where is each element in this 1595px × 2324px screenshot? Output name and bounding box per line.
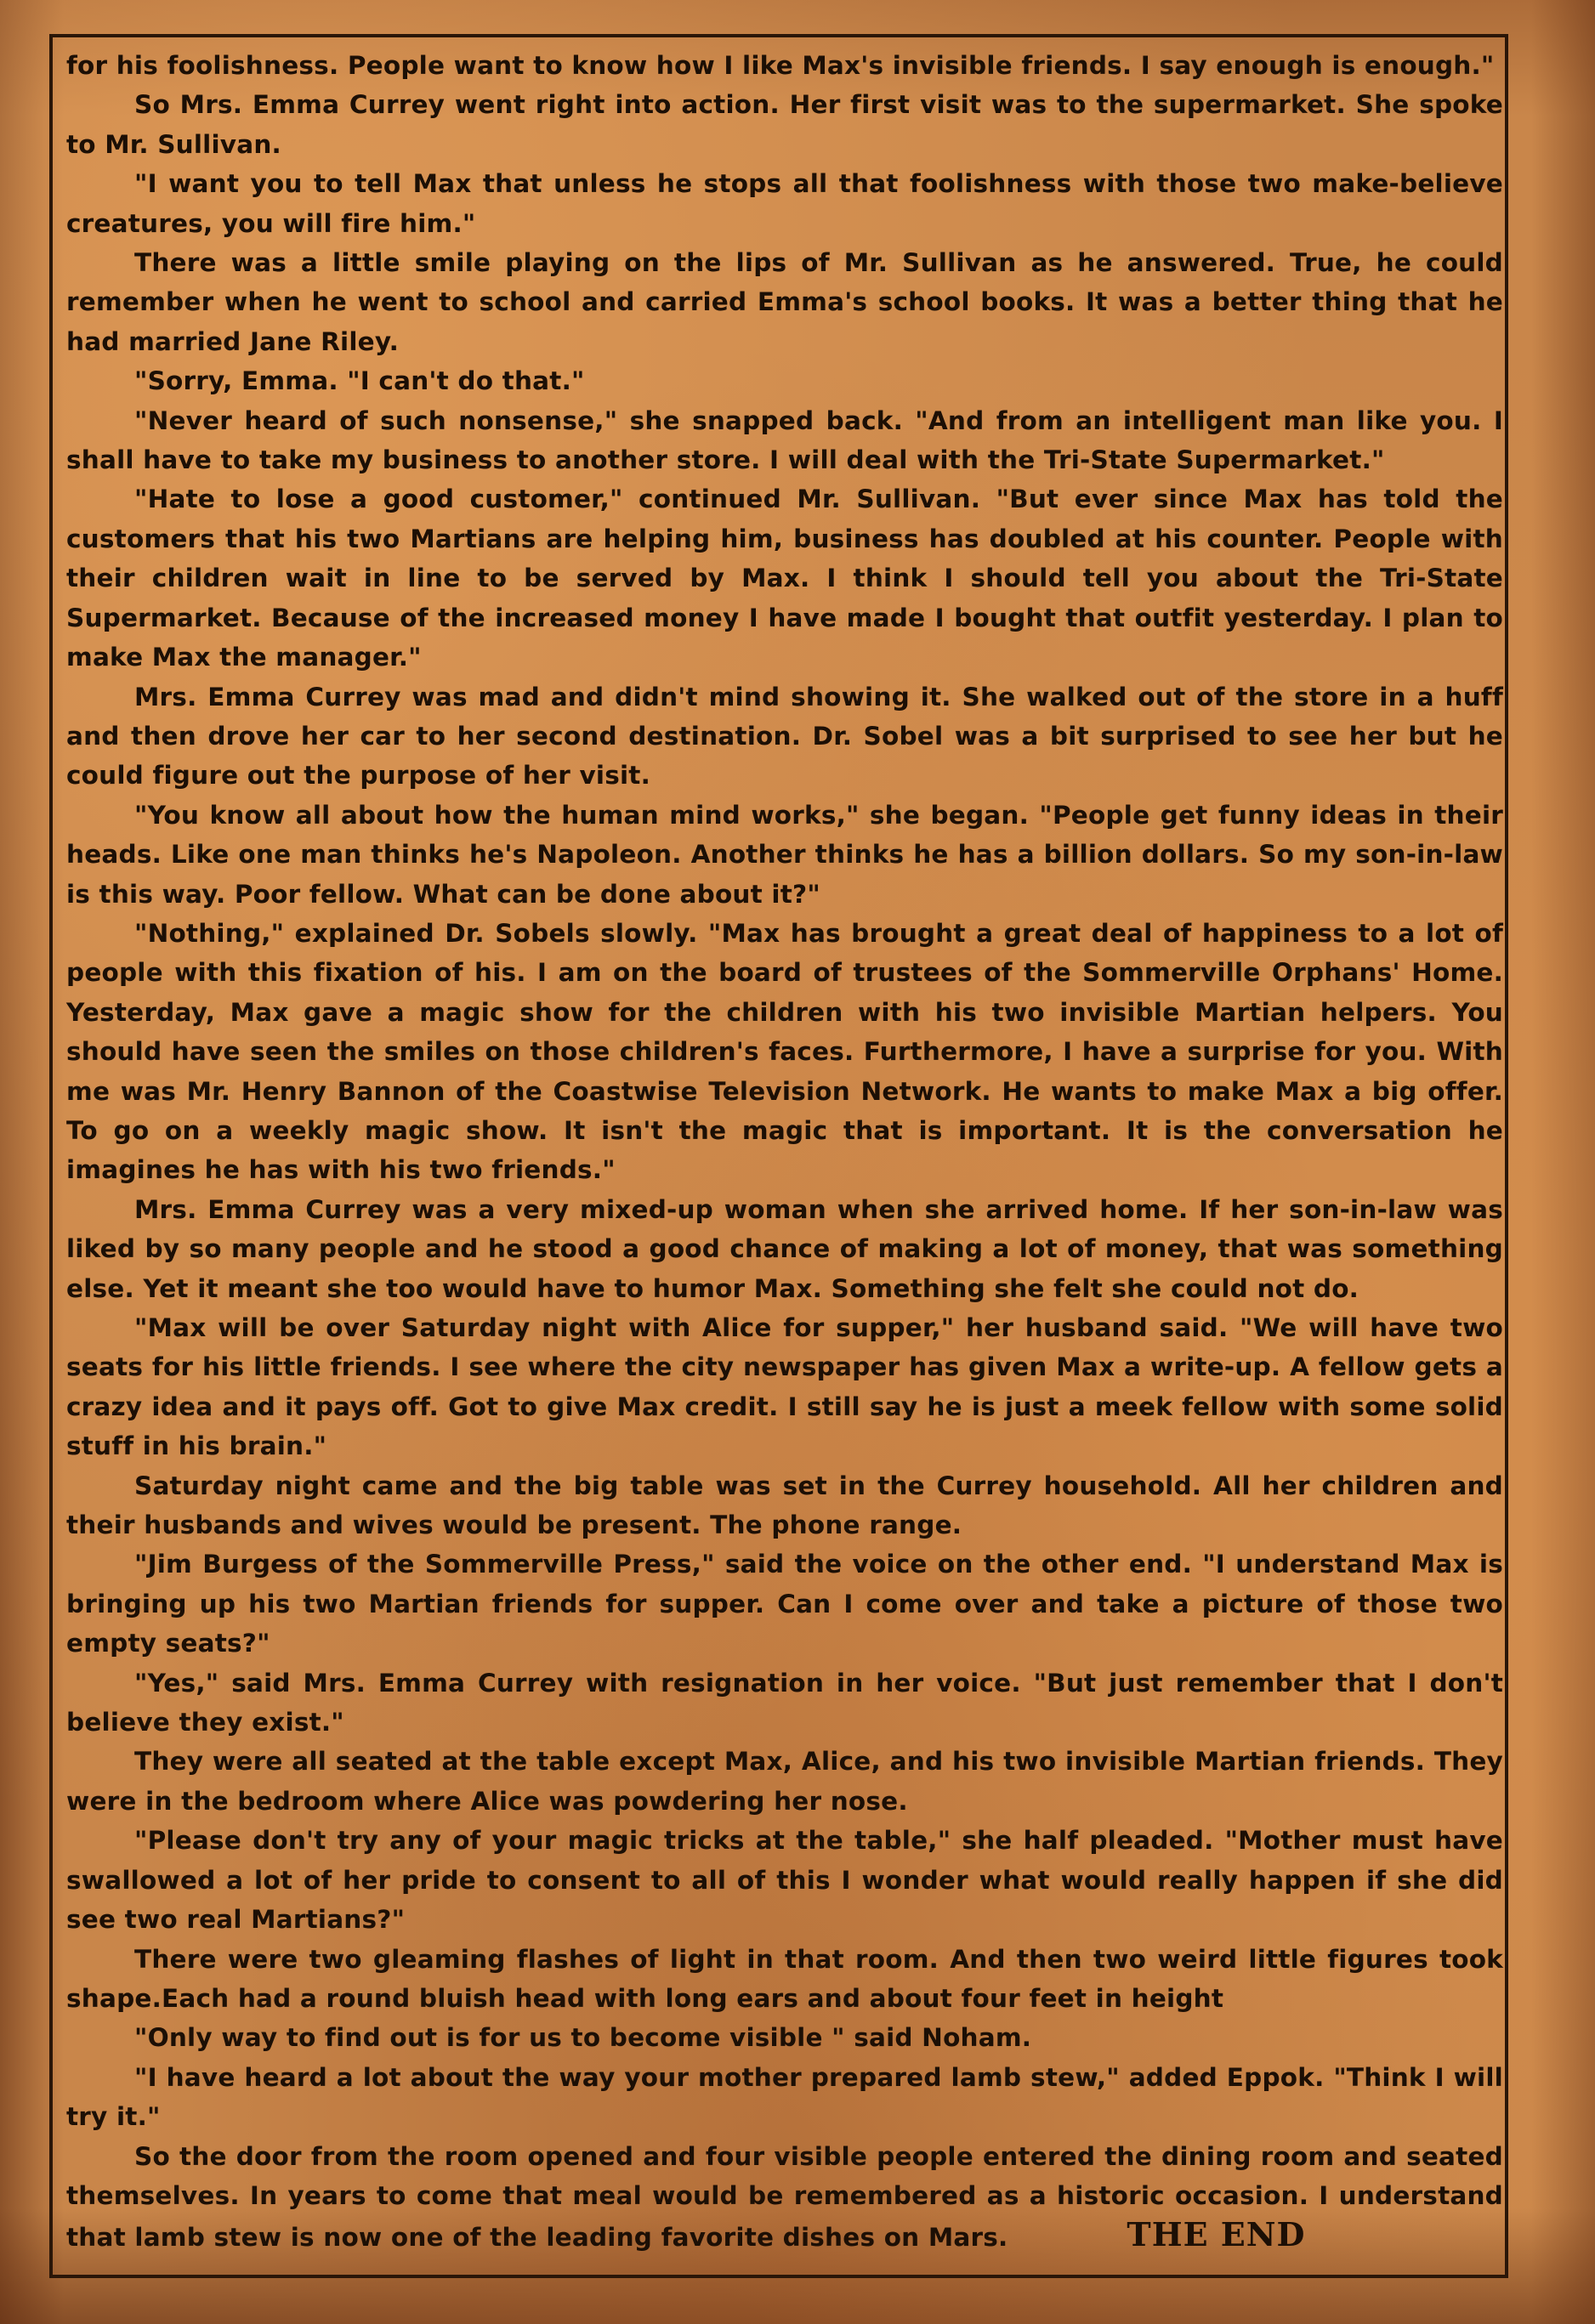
paragraph: "Hate to lose a good customer," continued Mr. Sullivan. "But ever since Max has told the customers that his two Martians are helping him, business has doubled at his counter. People with their children wait in line to be served by Max. I think I should tell you about the Tri-State Supermarket. Because of the increased money I have made I bought that outfit yesterday. I plan to make Max the manager." xyxy=(66,485,1503,672)
paragraph: "Jim Burgess of the Sommerville Press," said the voice on the other end. "I understand Max is bringing up his two Martian friends for supper. Can I come over and take a picture of those two empty seats?" xyxy=(66,1550,1503,1658)
paragraph: "I have heard a lot about the way your mother prepared lamb stew," added Eppok. "Think I will try it." xyxy=(66,2062,1503,2132)
paragraph: There were two gleaming flashes of light in that room. And then two weird little figures took shape.Each had a round bluish head with long ears and about four feet in height xyxy=(66,1944,1503,2013)
paragraph: So Mrs. Emma Currey went right into action. Her first visit was to the supermarket. She spoke to Mr. Sullivan. xyxy=(66,90,1503,159)
paragraph: "I want you to tell Max that unless he stops all that foolishness with those two make-believe creatures, you will fire him." xyxy=(66,169,1503,238)
paragraph: "Sorry, Emma. "I can't do that." xyxy=(134,366,585,396)
paragraph: "Yes," said Mrs. Emma Currey with resignation in her voice. "But just remember that I don't believe they exist." xyxy=(66,1668,1503,1737)
paragraph: They were all seated at the table except Max, Alice, and his two invisible Martian friends. They were in the bedroom where Alice was powdering her nose. xyxy=(66,1747,1503,1816)
the-end-label: THE END xyxy=(1127,2215,1306,2254)
paragraph: Mrs. Emma Currey was a very mixed-up woman when she arrived home. If her son-in-law was liked by so many people and he stood a good chance of making a lot of money, that was something else. Yet it meant she too would have to humor Max. Something she felt she could not do. xyxy=(66,1194,1503,1303)
paragraph: "Only way to find out is for us to become visible " said Noham. xyxy=(134,2023,1032,2053)
final-paragraph-text: So the door from the room opened and four visible people entered the dining room and seated themselves. In years to come that meal would be remembered as a historic occasion. I understand that lamb stew is now one of the leading favorite dishes on Mars. xyxy=(66,2141,1503,2253)
paragraph: There was a little smile playing on the lips of Mr. Sullivan as he answered. True, he could remember when he went to school and carried Emma's school books. It was a better thing that he had married Jane Riley. xyxy=(66,248,1503,356)
paragraph: "You know all about how the human mind works," she began. "People get funny ideas in their heads. Like one man thinks he's Napoleon. Another thinks he has a billion dollars. So my son-in-law is this way. Poor fellow. What can be done about it?" xyxy=(66,800,1503,909)
paragraph: Saturday night came and the big table was set in the Currey household. All her children and their husbands and wives would be present. The phone range. xyxy=(66,1471,1503,1540)
final-paragraph xyxy=(66,2137,1503,2258)
paragraph: "Please don't try any of your magic tricks at the table," she half pleaded. "Mother must have swallowed a lot of her pride to consent to all of this I wonder what would really happen if she did see two real Martians?" xyxy=(66,1826,1503,1935)
paragraph: for his foolishness. People want to know how I like Max's invisible friends. I say enough is enough." xyxy=(66,51,1495,80)
paragraph: "Never heard of such nonsense," she snapped back. "And from an intelligent man like you. I shall have to take my business to another store. I will deal with the Tri-State Supermarket." xyxy=(66,405,1503,475)
story-text xyxy=(66,46,1503,2258)
paragraph: Mrs. Emma Currey was mad and didn't mind showing it. She walked out of the store in a huff and then drove her car to her second destination. Dr. Sobel was a bit surprised to see her but he could figure out the purpose of her visit. xyxy=(66,682,1503,791)
paragraph: "Nothing," explained Dr. Sobels slowly. "Max has brought a great deal of happiness to a lot of people with this fixation of his. I am on the board of trustees of the Sommerville Orphans' Home. Yesterday, Max gave a magic show for the children with his two invisible Martian helpers. You should have seen the smiles on those children's faces. Furthermore, I have a surprise for you. With me was Mr. Henry Bannon of the Coastwise Television Network. He wants to make Max a big offer. To go on a weekly magic show. It isn't the magic that is important. It is the conversation he imagines he has with his two friends." xyxy=(66,918,1503,1185)
paragraph: "Max will be over Saturday night with Alice for supper," her husband said. "We will have two seats for his little friends. I see where the city newspaper has given Max a write-up. A fellow gets a crazy idea and it pays off. Got to give Max credit. I still say he is just a meek fellow with some solid stuff in his brain." xyxy=(66,1313,1503,1461)
